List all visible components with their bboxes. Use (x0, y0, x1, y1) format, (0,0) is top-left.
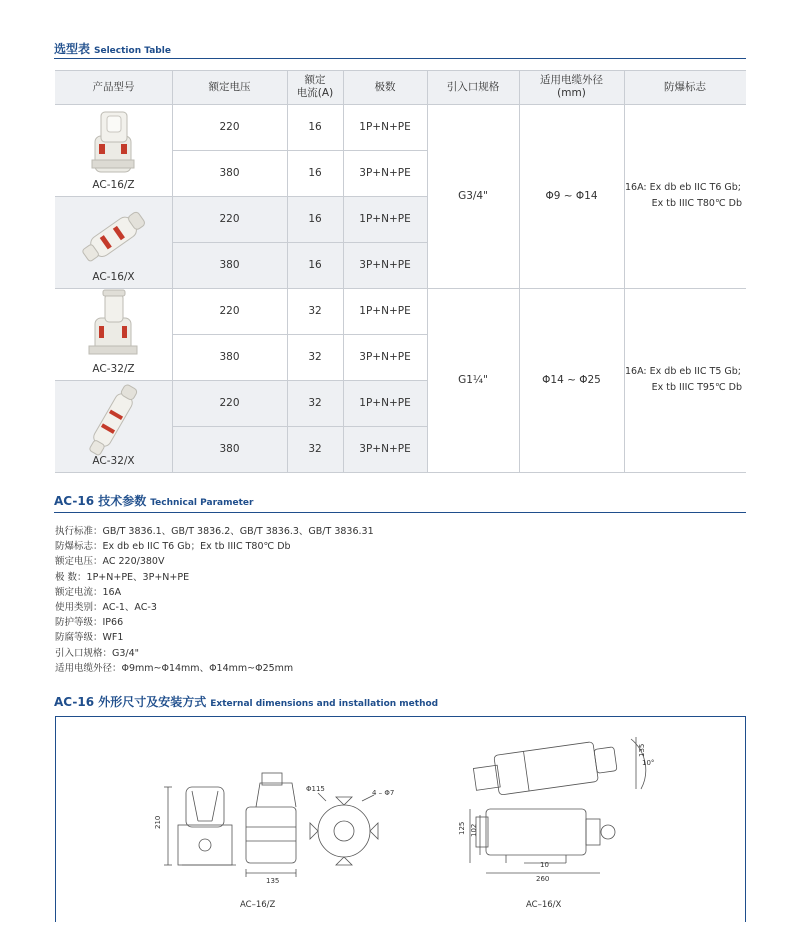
cell-entry: G3/4" (458, 189, 488, 202)
cell-poles: 1P+N+PE (359, 120, 411, 133)
ex-mark-line1: 16A: Ex db eb IIC T5 Gb; (625, 366, 741, 377)
header-model: 产品型号 (92, 80, 135, 93)
dim-label: 260 (536, 875, 550, 883)
tech-params (55, 524, 374, 676)
product-ac16x (55, 196, 172, 288)
dim-label: 4 – Φ7 (372, 789, 395, 797)
dim-label: Φ115 (306, 785, 325, 793)
tech-title (54, 492, 253, 509)
cell-current: 16 (308, 166, 322, 179)
grid-line (624, 70, 625, 473)
cell-poles: 1P+N+PE (359, 304, 411, 317)
product-ac32x (55, 380, 172, 472)
dims-title-cn: AC-16 外形尺寸及安装方式 (54, 695, 207, 709)
dims-title-en: External dimensions and installation method (210, 699, 439, 709)
cell-voltage: 380 (219, 166, 240, 179)
selection-title-cn: 选型表 (54, 42, 91, 56)
grid-line (55, 104, 746, 105)
cell-voltage: 380 (219, 442, 240, 455)
grid-line (55, 380, 427, 381)
cell-poles: 3P+N+PE (359, 350, 411, 363)
header-cable: 适用电缆外径 (mm) (540, 74, 603, 99)
param-line: 额定电流：16A (55, 586, 122, 598)
plug-image (55, 380, 172, 458)
product-label: AC-32/Z (92, 362, 135, 375)
grid-line (172, 242, 427, 243)
product-label: AC-16/Z (92, 178, 135, 191)
dims-title (54, 693, 438, 710)
cell-ex-mark (625, 104, 746, 288)
param-line: 防护等级：IP66 (55, 617, 124, 629)
cell-voltage: 380 (219, 258, 240, 271)
param-line: 防腐等级：WF1 (55, 632, 124, 644)
product-label: AC-16/X (92, 270, 135, 283)
tech-title-en: Technical Parameter (150, 498, 254, 508)
grid-line (172, 150, 427, 151)
cell-current: 16 (308, 212, 322, 225)
param-line: 执行标准：GB/T 3836.1、GB/T 3836.2、GB/T 3836.3、GB/T 3836.31 (55, 526, 374, 537)
socket-image (55, 104, 172, 182)
grid-line (55, 196, 427, 197)
dim-label: 210 (154, 815, 162, 829)
cell-current: 32 (308, 442, 322, 455)
dim-label: 102 (470, 823, 478, 837)
cell-voltage: 380 (219, 350, 240, 363)
cell-current: 32 (308, 350, 322, 363)
header-voltage: 额定电压 (208, 80, 251, 93)
dim-label: 135 (638, 743, 646, 757)
cell-poles: 1P+N+PE (359, 212, 411, 225)
drawing-caption: AC–16/Z (240, 900, 276, 910)
cell-current: 32 (308, 396, 322, 409)
param-line: 使用类别：AC-1、AC-3 (55, 601, 157, 613)
dim-label: 125 (458, 821, 466, 835)
header-poles: 极数 (374, 80, 396, 93)
cell-current: 16 (308, 120, 322, 133)
tech-rule (54, 512, 746, 513)
dim-label: 10° (642, 759, 655, 767)
grid-line (172, 426, 427, 427)
dim-label: 135 (266, 877, 280, 885)
cell-voltage: 220 (219, 396, 240, 409)
param-line: 防爆标志：Ex db eb IIC T6 Gb；Ex tb IIIC T80℃ Db (55, 541, 291, 553)
param-line: 额定电压：AC 220/380V (55, 556, 165, 568)
cell-poles: 3P+N+PE (359, 258, 411, 271)
product-ac32z (55, 288, 172, 380)
grid-line (55, 70, 746, 71)
dimension-drawing-frame (55, 716, 746, 922)
socket-image (55, 288, 172, 366)
cell-entry: G1¼" (458, 373, 488, 386)
cell-poles: 1P+N+PE (359, 396, 411, 409)
cell-voltage: 220 (219, 120, 240, 133)
header-current: 额定 电流(A) (296, 74, 334, 99)
selection-rule (54, 58, 746, 59)
ex-mark-line2: Ex tb IIIC T95℃ Db (651, 382, 742, 393)
param-line: 适用电缆外径：Φ9mm~Φ14mm、Φ14mm~Φ25mm (55, 662, 294, 674)
selection-title (54, 40, 171, 57)
grid-line (343, 70, 344, 473)
product-label: AC-32/X (92, 454, 135, 467)
header-ex-mark: 防爆标志 (664, 80, 706, 93)
grid-line (427, 70, 428, 473)
cell-voltage: 220 (219, 212, 240, 225)
grid-line (172, 70, 173, 473)
grid-line (55, 288, 746, 289)
cell-ex-mark (625, 288, 746, 472)
grid-line (287, 70, 288, 473)
param-line: 引入口规格：G3/4" (55, 647, 140, 659)
cell-voltage: 220 (219, 304, 240, 317)
cell-current: 16 (308, 258, 322, 271)
grid-line (172, 334, 427, 335)
cell-poles: 3P+N+PE (359, 166, 411, 179)
dim-label: 10 (540, 861, 549, 869)
selection-title-en: Selection Table (94, 46, 171, 56)
cell-poles: 3P+N+PE (359, 442, 411, 455)
param-line: 极 数：1P+N+PE、3P+N+PE (55, 571, 190, 583)
selection-table (55, 70, 746, 473)
cell-cable: Φ9 ~ Φ14 (545, 189, 598, 202)
tech-title-cn: AC-16 技术参数 (54, 494, 147, 508)
cell-cable: Φ14 ~ Φ25 (542, 373, 601, 386)
cell-current: 32 (308, 304, 322, 317)
drawing-caption: AC–16/X (526, 900, 562, 910)
grid-line (519, 70, 520, 473)
dimension-drawing (56, 717, 745, 923)
grid-line (55, 472, 746, 473)
ex-mark-line1: 16A: Ex db eb IIC T6 Gb; (625, 182, 741, 193)
ex-mark-line2: Ex tb IIIC T80℃ Db (651, 198, 742, 209)
header-entry: 引入口规格 (446, 80, 500, 93)
plug-image (55, 196, 172, 274)
product-ac16z (55, 104, 172, 196)
